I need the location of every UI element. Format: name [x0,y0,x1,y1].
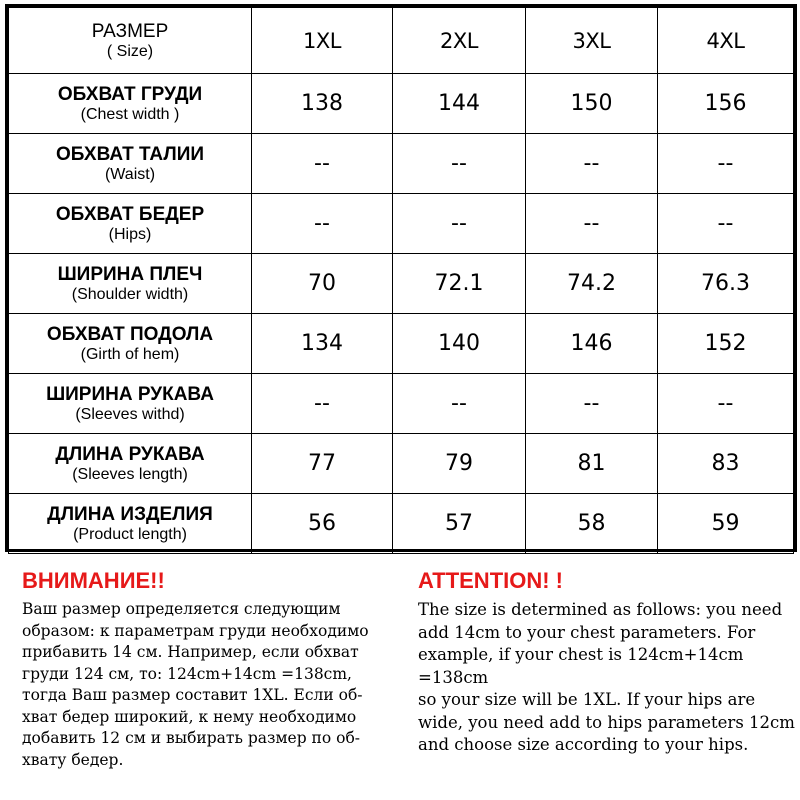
row-label: ШИРИНА РУКАВА [46,383,214,405]
table-row [9,374,794,434]
row-label-cell [9,74,252,134]
row-label-cell [9,434,252,494]
header-label-cell [9,8,252,74]
size-table [8,7,794,554]
value-cell: 76.3 [658,254,794,314]
row-label: ОБХВАТ ТАЛИИ [55,143,205,165]
value-cell: 144 [393,74,526,134]
row-sublabel: (Sleeves withd) [75,405,185,423]
value-cell: 56 [252,494,393,554]
table-row [9,434,794,494]
size-4xl: 4XL [658,8,794,74]
size-2xl: 2XL [393,8,526,74]
row-label-cell [9,254,252,314]
header-sublabel: ( Size) [106,42,154,60]
value-cell: 79 [393,434,526,494]
value-cell: 156 [658,74,794,134]
table-row [9,194,794,254]
header-row [9,8,794,74]
value-cell: -- [658,134,794,194]
attention-body-ru: Ваш размер определяется следующим образом: к параметрам груди необходимо прибавить 14 см. Например, если обхват груди 124 см, то: 124cm+14cm =138cm, тогда Ваш размер составит 1XL. Если об- хват бедер широкий, к нему необходимо добавить 12 см и выбирать размер по об- хвату бедер. [22,600,369,769]
value-cell: -- [526,374,658,434]
row-sublabel: (Chest width ) [80,105,180,123]
table-row [9,74,794,134]
table-row [9,314,794,374]
row-label-cell [9,494,252,554]
row-label: ОБХВАТ ПОДОЛА [46,323,214,345]
value-cell: -- [658,374,794,434]
row-sublabel: (Product length) [73,525,187,543]
row-label: ДЛИНА РУКАВА [55,443,205,465]
value-cell: 58 [526,494,658,554]
value-cell: 77 [252,434,393,494]
attention-note-en [418,566,800,757]
value-cell: 72.1 [393,254,526,314]
value-cell: 83 [658,434,794,494]
row-label-cell [9,374,252,434]
row-sublabel: (Shoulder width) [71,285,189,303]
attention-title-en: ATTENTION! ! [418,568,564,593]
attention-note-ru [22,566,412,771]
row-label-cell [9,194,252,254]
value-cell: -- [658,194,794,254]
value-cell: 57 [393,494,526,554]
size-chart [5,4,797,552]
value-cell: 152 [658,314,794,374]
header-label: РАЗМЕР [91,20,169,42]
value-cell: -- [526,134,658,194]
row-label-cell [9,314,252,374]
value-cell: 81 [526,434,658,494]
value-cell: -- [252,194,393,254]
attention-title-ru: ВНИМАНИЕ!! [22,568,165,593]
value-cell: -- [393,134,526,194]
value-cell: -- [393,374,526,434]
row-label: ОБХВАТ ГРУДИ [57,83,203,105]
value-cell: 59 [658,494,794,554]
value-cell: 140 [393,314,526,374]
size-3xl: 3XL [526,8,658,74]
value-cell: 134 [252,314,393,374]
value-cell: 70 [252,254,393,314]
table-row [9,134,794,194]
value-cell: 146 [526,314,658,374]
size-1xl: 1XL [252,8,393,74]
value-cell: -- [393,194,526,254]
row-sublabel: (Girth of hem) [80,345,180,363]
value-cell: 150 [526,74,658,134]
row-label-cell [9,134,252,194]
value-cell: -- [526,194,658,254]
value-cell: 74.2 [526,254,658,314]
row-sublabel: (Waist) [104,165,156,183]
row-label: ШИРИНА ПЛЕЧ [57,263,203,285]
row-label: ДЛИНА ИЗДЕЛИЯ [47,503,213,525]
value-cell: 138 [252,74,393,134]
row-label: ОБХВАТ БЕДЕР [55,203,205,225]
row-sublabel: (Sleeves length) [72,465,188,483]
table-row [9,494,794,554]
table-row [9,254,794,314]
attention-body-en: The size is determined as follows: you need add 14cm to your chest parameters. For example, if your chest is 124cm+14cm =138cm so your size will be 1XL. If your hips are wide, you need add to hips parameters 12cm and choose size according to your hips. [418,600,795,754]
value-cell: -- [252,374,393,434]
row-sublabel: (Hips) [108,225,152,243]
value-cell: -- [252,134,393,194]
